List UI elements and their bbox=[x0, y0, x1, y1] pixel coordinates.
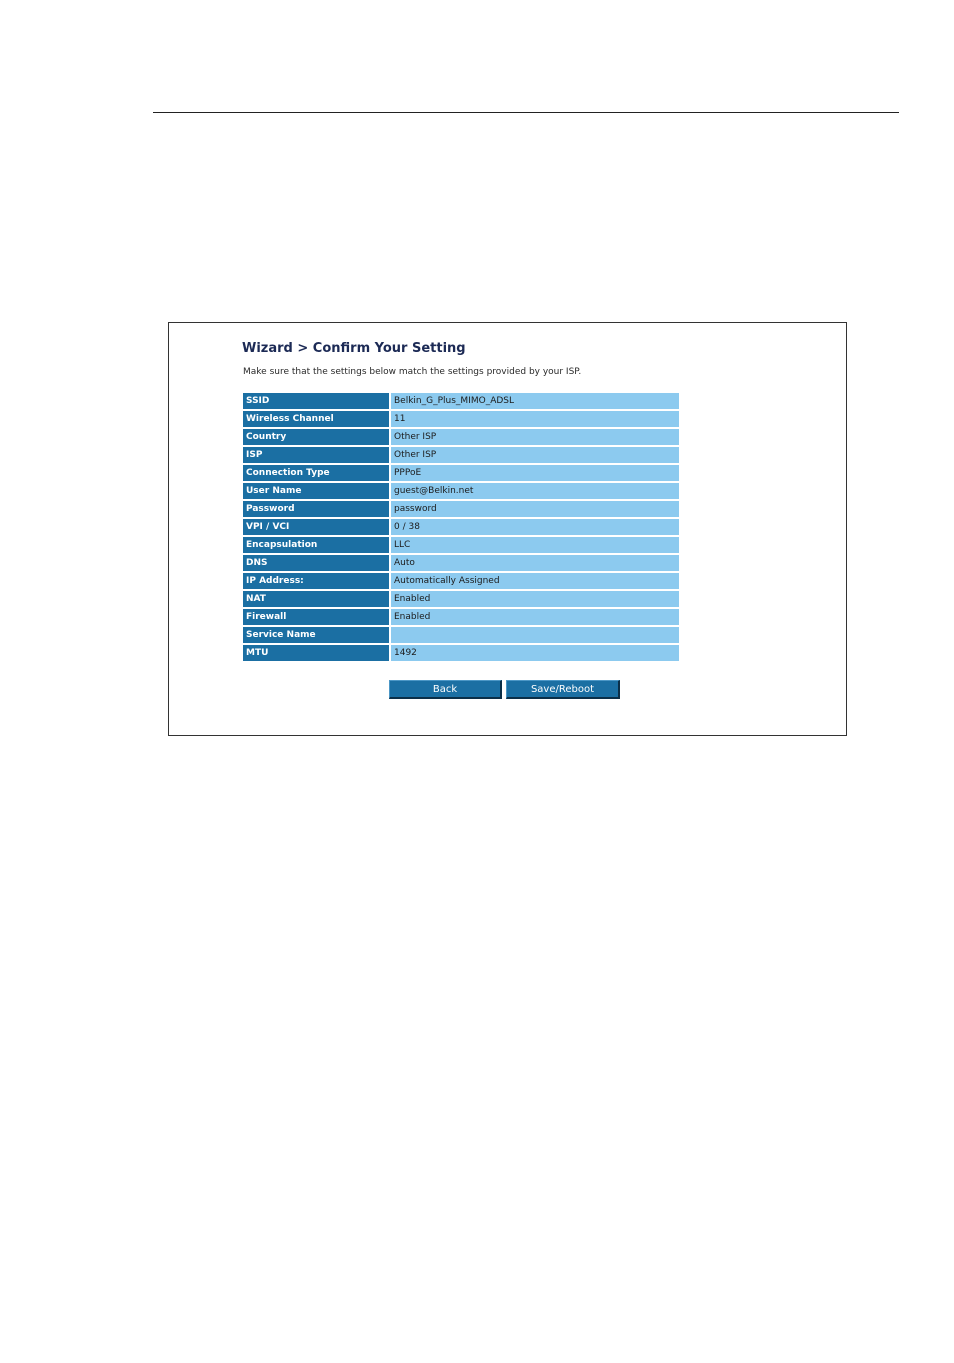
table-row bbox=[243, 608, 679, 626]
page-title: Wizard > Confirm Your Setting bbox=[242, 341, 466, 356]
setting-value: Auto bbox=[390, 554, 679, 572]
setting-label: DNS bbox=[243, 554, 390, 572]
setting-label: NAT bbox=[243, 590, 390, 608]
setting-value bbox=[390, 626, 679, 644]
setting-value: Other ISP bbox=[390, 446, 679, 464]
table-row bbox=[243, 644, 679, 662]
table-row bbox=[243, 464, 679, 482]
setting-label: Service Name bbox=[243, 626, 390, 644]
table-row bbox=[243, 393, 679, 410]
setting-value: 1492 bbox=[390, 644, 679, 662]
setting-label: SSID bbox=[243, 393, 390, 410]
table-row bbox=[243, 446, 679, 464]
wizard-panel bbox=[168, 322, 847, 736]
setting-label: IP Address: bbox=[243, 572, 390, 590]
setting-label: Firewall bbox=[243, 608, 390, 626]
table-row bbox=[243, 500, 679, 518]
setting-value: LLC bbox=[390, 536, 679, 554]
setting-value: Automatically Assigned bbox=[390, 572, 679, 590]
setting-value: 0 / 38 bbox=[390, 518, 679, 536]
setting-label: Encapsulation bbox=[243, 536, 390, 554]
setting-value: Enabled bbox=[390, 590, 679, 608]
back-button[interactable]: Back bbox=[389, 680, 502, 699]
table-row bbox=[243, 428, 679, 446]
table-row bbox=[243, 518, 679, 536]
setting-value: Other ISP bbox=[390, 428, 679, 446]
setting-value: Enabled bbox=[390, 608, 679, 626]
setting-value: guest@Belkin.net bbox=[390, 482, 679, 500]
setting-value: Belkin_G_Plus_MIMO_ADSL bbox=[390, 393, 679, 410]
table-row bbox=[243, 410, 679, 428]
settings-table bbox=[243, 393, 679, 663]
setting-label: MTU bbox=[243, 644, 390, 662]
setting-label: Connection Type bbox=[243, 464, 390, 482]
setting-label: Wireless Channel bbox=[243, 410, 390, 428]
setting-label: ISP bbox=[243, 446, 390, 464]
table-row bbox=[243, 482, 679, 500]
setting-value: PPPoE bbox=[390, 464, 679, 482]
instruction-text: Make sure that the settings below match the settings provided by your ISP. bbox=[243, 367, 582, 377]
table-row bbox=[243, 572, 679, 590]
table-row bbox=[243, 626, 679, 644]
header-rule bbox=[153, 112, 899, 113]
table-row bbox=[243, 554, 679, 572]
setting-label: VPI / VCI bbox=[243, 518, 390, 536]
table-row bbox=[243, 590, 679, 608]
setting-label: Country bbox=[243, 428, 390, 446]
table-row bbox=[243, 536, 679, 554]
setting-value: 11 bbox=[390, 410, 679, 428]
setting-value: password bbox=[390, 500, 679, 518]
setting-label: Password bbox=[243, 500, 390, 518]
setting-label: User Name bbox=[243, 482, 390, 500]
save-reboot-button[interactable]: Save/Reboot bbox=[506, 680, 620, 699]
